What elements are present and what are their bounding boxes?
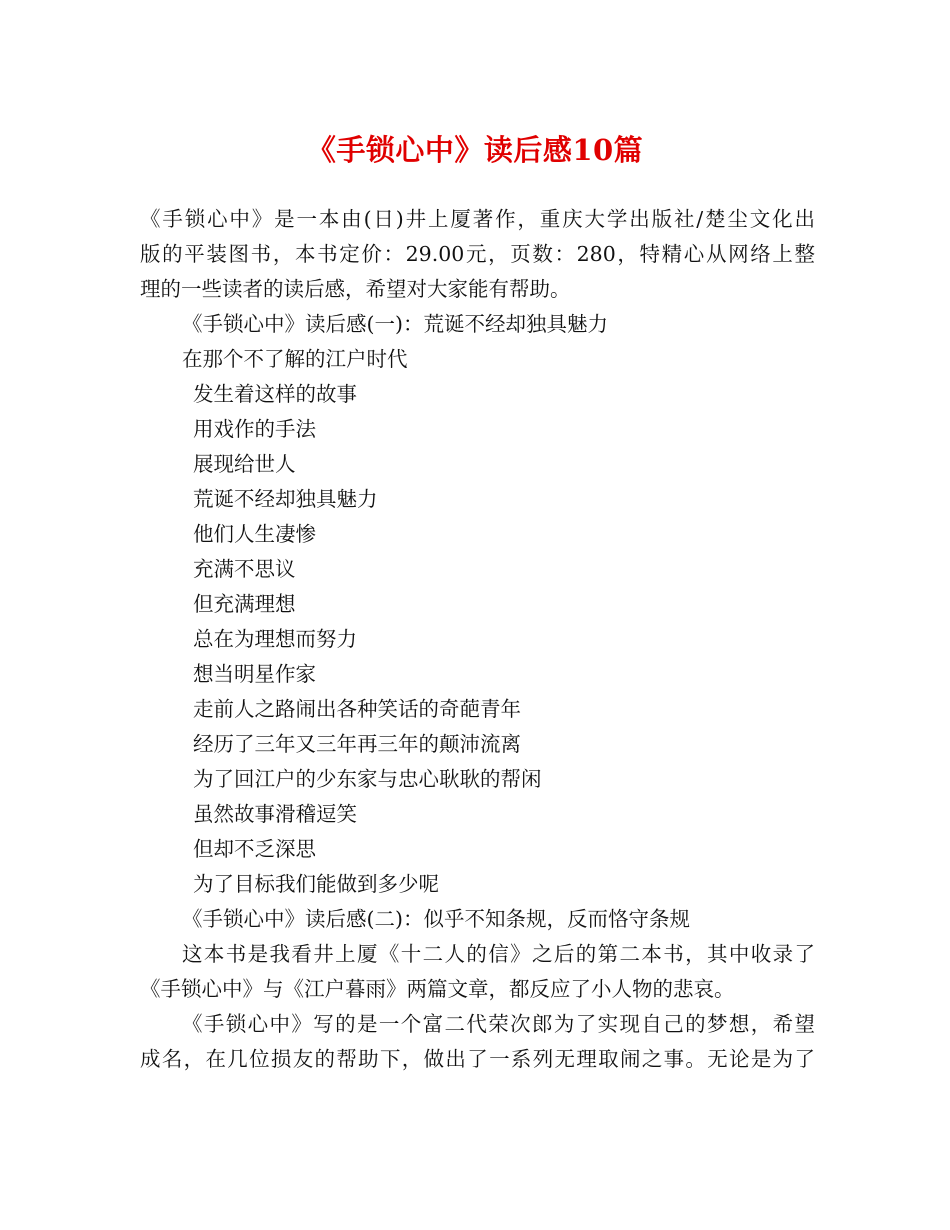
poem-line: 用戏作的手法 <box>193 417 316 441</box>
poem-line: 他们人生凄惨 <box>193 522 316 546</box>
poem-line: 经历了三年又三年再三年的颠沛流离 <box>193 732 521 756</box>
poem-line: 但充满理想 <box>193 592 296 616</box>
para3-line: 《手锁心中》写的是一个富二代荣次郎为了实现自己的梦想，希望 <box>182 1012 815 1036</box>
intro-line: 版的平装图书，本书定价：29.00元，页数：280，特精心从网络上整 <box>140 242 815 266</box>
poem-line: 为了回江户的少东家与忠心耿耿的帮闲 <box>193 767 542 791</box>
intro-line: 《手锁心中》是一本由(日)井上厦著作，重庆大学出版社/楚尘文化出 <box>140 207 815 231</box>
poem-line: 荒诞不经却独具魅力 <box>193 487 378 511</box>
poem-line: 充满不思议 <box>193 557 296 581</box>
poem-line: 想当明星作家 <box>193 662 316 686</box>
poem-line: 但却不乏深思 <box>193 837 316 861</box>
para2-line: 《手锁心中》与《江户暮雨》两篇文章，都反应了小人物的悲哀。 <box>140 977 735 1001</box>
poem-line: 发生着这样的故事 <box>193 382 357 406</box>
poem-line: 虽然故事滑稽逗笑 <box>193 802 357 826</box>
document-title: 《手锁心中》读后感10篇 <box>306 133 644 167</box>
review1-heading: 《手锁心中》读后感(一)：荒诞不经却独具魅力 <box>182 312 608 336</box>
poem-line: 为了目标我们能做到多少呢 <box>193 872 439 896</box>
review2-heading: 《手锁心中》读后感(二)：似乎不知条规，反而恪守条规 <box>182 907 690 931</box>
para2-line: 这本书是我看井上厦《十二人的信》之后的第二本书，其中收录了 <box>182 942 815 966</box>
intro-line: 理的一些读者的读后感，希望对大家能有帮助。 <box>140 277 571 301</box>
document-body <box>140 202 815 1077</box>
para3-line: 成名，在几位损友的帮助下，做出了一系列无理取闹之事。无论是为了 <box>140 1047 815 1071</box>
review1-lead-line: 在那个不了解的江户时代 <box>182 347 408 371</box>
poem-line: 总在为理想而努力 <box>193 627 357 651</box>
poem-line: 展现给世人 <box>193 452 296 476</box>
poem-line: 走前人之路闹出各种笑话的奇葩青年 <box>193 697 521 721</box>
